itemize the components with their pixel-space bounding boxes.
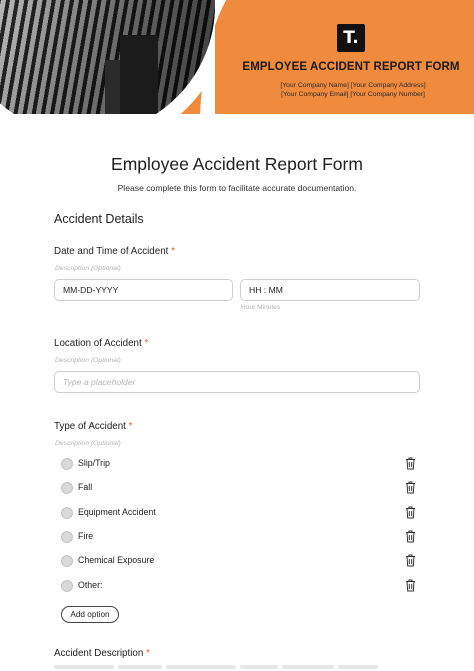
option-row: [60, 579, 420, 593]
radio-button[interactable]: [61, 507, 73, 519]
question-description[interactable]: Description (Optional): [55, 357, 121, 364]
form-title: Employee Accident Report Form: [111, 154, 363, 174]
question-description[interactable]: Description (Optional): [55, 440, 121, 447]
radio-button[interactable]: [61, 555, 73, 567]
radio-button[interactable]: [61, 531, 73, 543]
question-label-text: Type of Accident: [54, 421, 126, 432]
required-asterisk: *: [146, 648, 150, 659]
trash-icon[interactable]: [405, 457, 416, 470]
company-name-address: [Your Company Name] [Your Company Address]: [280, 82, 426, 89]
trash-icon[interactable]: [405, 579, 416, 592]
radio-button[interactable]: [61, 458, 73, 470]
question-label-text: Accident Description: [54, 648, 144, 659]
option-label[interactable]: Equipment Accident: [78, 507, 156, 517]
option-row: [60, 457, 420, 471]
option-row: [60, 530, 420, 544]
question-label-description: [54, 648, 150, 659]
time-input[interactable]: HH : MM: [240, 279, 420, 301]
question-label-text: Location of Accident: [54, 338, 142, 349]
trash-icon[interactable]: [405, 530, 416, 543]
option-row: [60, 506, 420, 520]
question-label-datetime: [54, 246, 175, 257]
form-subtitle: Please complete this form to facilitate accurate documentation.: [117, 183, 357, 193]
trash-icon[interactable]: [405, 481, 416, 494]
company-email-number: [Your Company Email] [Your Company Number]: [281, 91, 425, 98]
required-asterisk: *: [128, 421, 133, 432]
question-description[interactable]: Description (Optional): [55, 265, 121, 272]
required-asterisk: *: [171, 246, 175, 257]
trash-icon[interactable]: [405, 554, 416, 567]
radio-button[interactable]: [61, 580, 73, 592]
option-label[interactable]: Chemical Exposure: [78, 555, 155, 565]
header-banner: [0, 0, 474, 114]
section-title-accident-details: Accident Details: [54, 212, 144, 226]
question-label-location: [54, 338, 148, 349]
option-row: [60, 554, 420, 568]
date-input[interactable]: MM-DD-YYYY: [54, 279, 233, 301]
time-input-hint: Hour Minutes: [241, 304, 281, 311]
company-logo: T.: [337, 24, 365, 52]
company-form-title: EMPLOYEE ACCIDENT REPORT FORM: [242, 61, 460, 73]
question-label-text: Date and Time of Accident: [54, 246, 169, 257]
location-input[interactable]: Type a placeholder: [54, 371, 420, 393]
add-option-button[interactable]: Add option: [61, 606, 119, 623]
option-label[interactable]: Fall: [78, 482, 93, 492]
option-row: [60, 481, 420, 495]
trash-icon[interactable]: [405, 506, 416, 519]
radio-button[interactable]: [61, 482, 73, 494]
question-label-type: [54, 421, 132, 432]
option-label[interactable]: Fire: [78, 531, 94, 541]
description-faded-text: [54, 662, 384, 671]
option-label[interactable]: Other:: [78, 580, 103, 590]
option-label[interactable]: Slip/Trip: [78, 458, 110, 468]
required-asterisk: *: [144, 338, 149, 349]
